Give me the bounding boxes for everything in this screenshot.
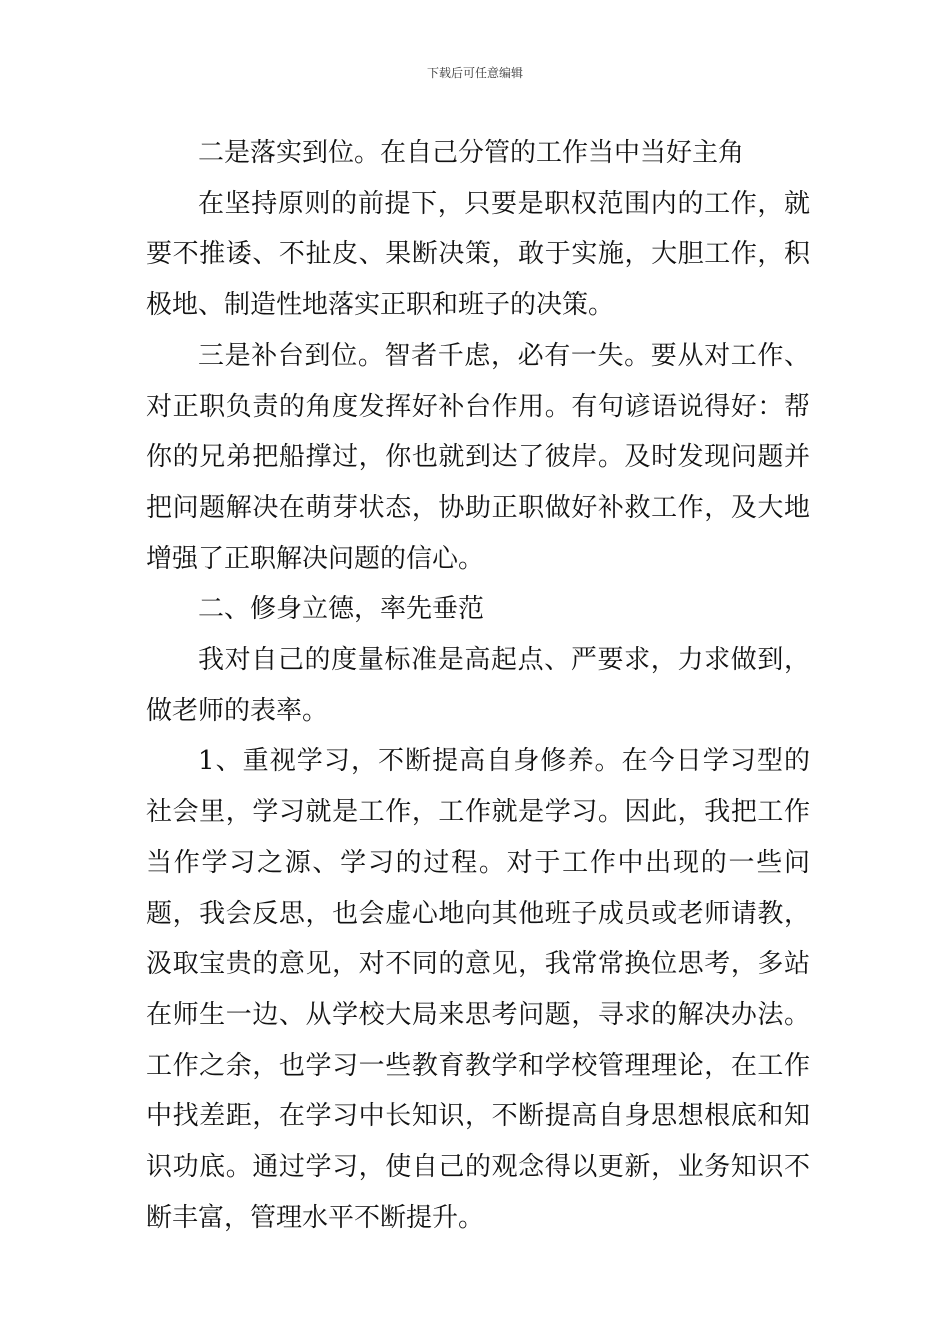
header-note: 下载后可任意编辑 <box>426 66 523 80</box>
document-body <box>146 128 810 1243</box>
paragraph-3: 三是补台到位。智者千虑，必有一失。要从对工作、对正职负责的角度发挥好补台作用。有句谚语说得好：帮你的兄弟把船撑过，你也就到达了彼岸。及时发现问题并把问题解决在萌芽状态，协助正职做好补救工作，及大地增强了正职解决问题的信心。 <box>146 340 810 574</box>
paragraph-5: 1、重视学习，不断提高自身修养。在今日学习型的社会里，学习就是工作，工作就是学习。因此，我把工作当作学习之源、学习的过程。对于工作中出现的一些问题，我会反思，也会虚心地向其他班子成员或老师请教，汲取宝贵的意见，对不同的意见，我常常换位思考，多站在师生一边、从学校大局来思考问题，寻求的解决办法。工作之余，也学习一些教育教学和学校管理理论，在工作中找差距，在学习中长知识，不断提高自身思想根底和知识功底。通过学习，使自己的观念得以更新，业务知识不断丰富，管理水平不断提升。 <box>146 746 810 1233</box>
paragraph-4: 我对自己的度量标准是高起点、严要求，力求做到，做老师的表率。 <box>146 645 810 726</box>
paragraph-2: 在坚持原则的前提下，只要是职权范围内的工作，就要不推诿、不扯皮、果断决策，敢于实施，大胆工作，积极地、制造性地落实正职和班子的决策。 <box>146 188 810 321</box>
paragraph-1: 二是落实到位。在自己分管的工作当中当好主角 <box>198 138 745 168</box>
section-heading: 二、修身立德，率先垂范 <box>198 594 485 625</box>
